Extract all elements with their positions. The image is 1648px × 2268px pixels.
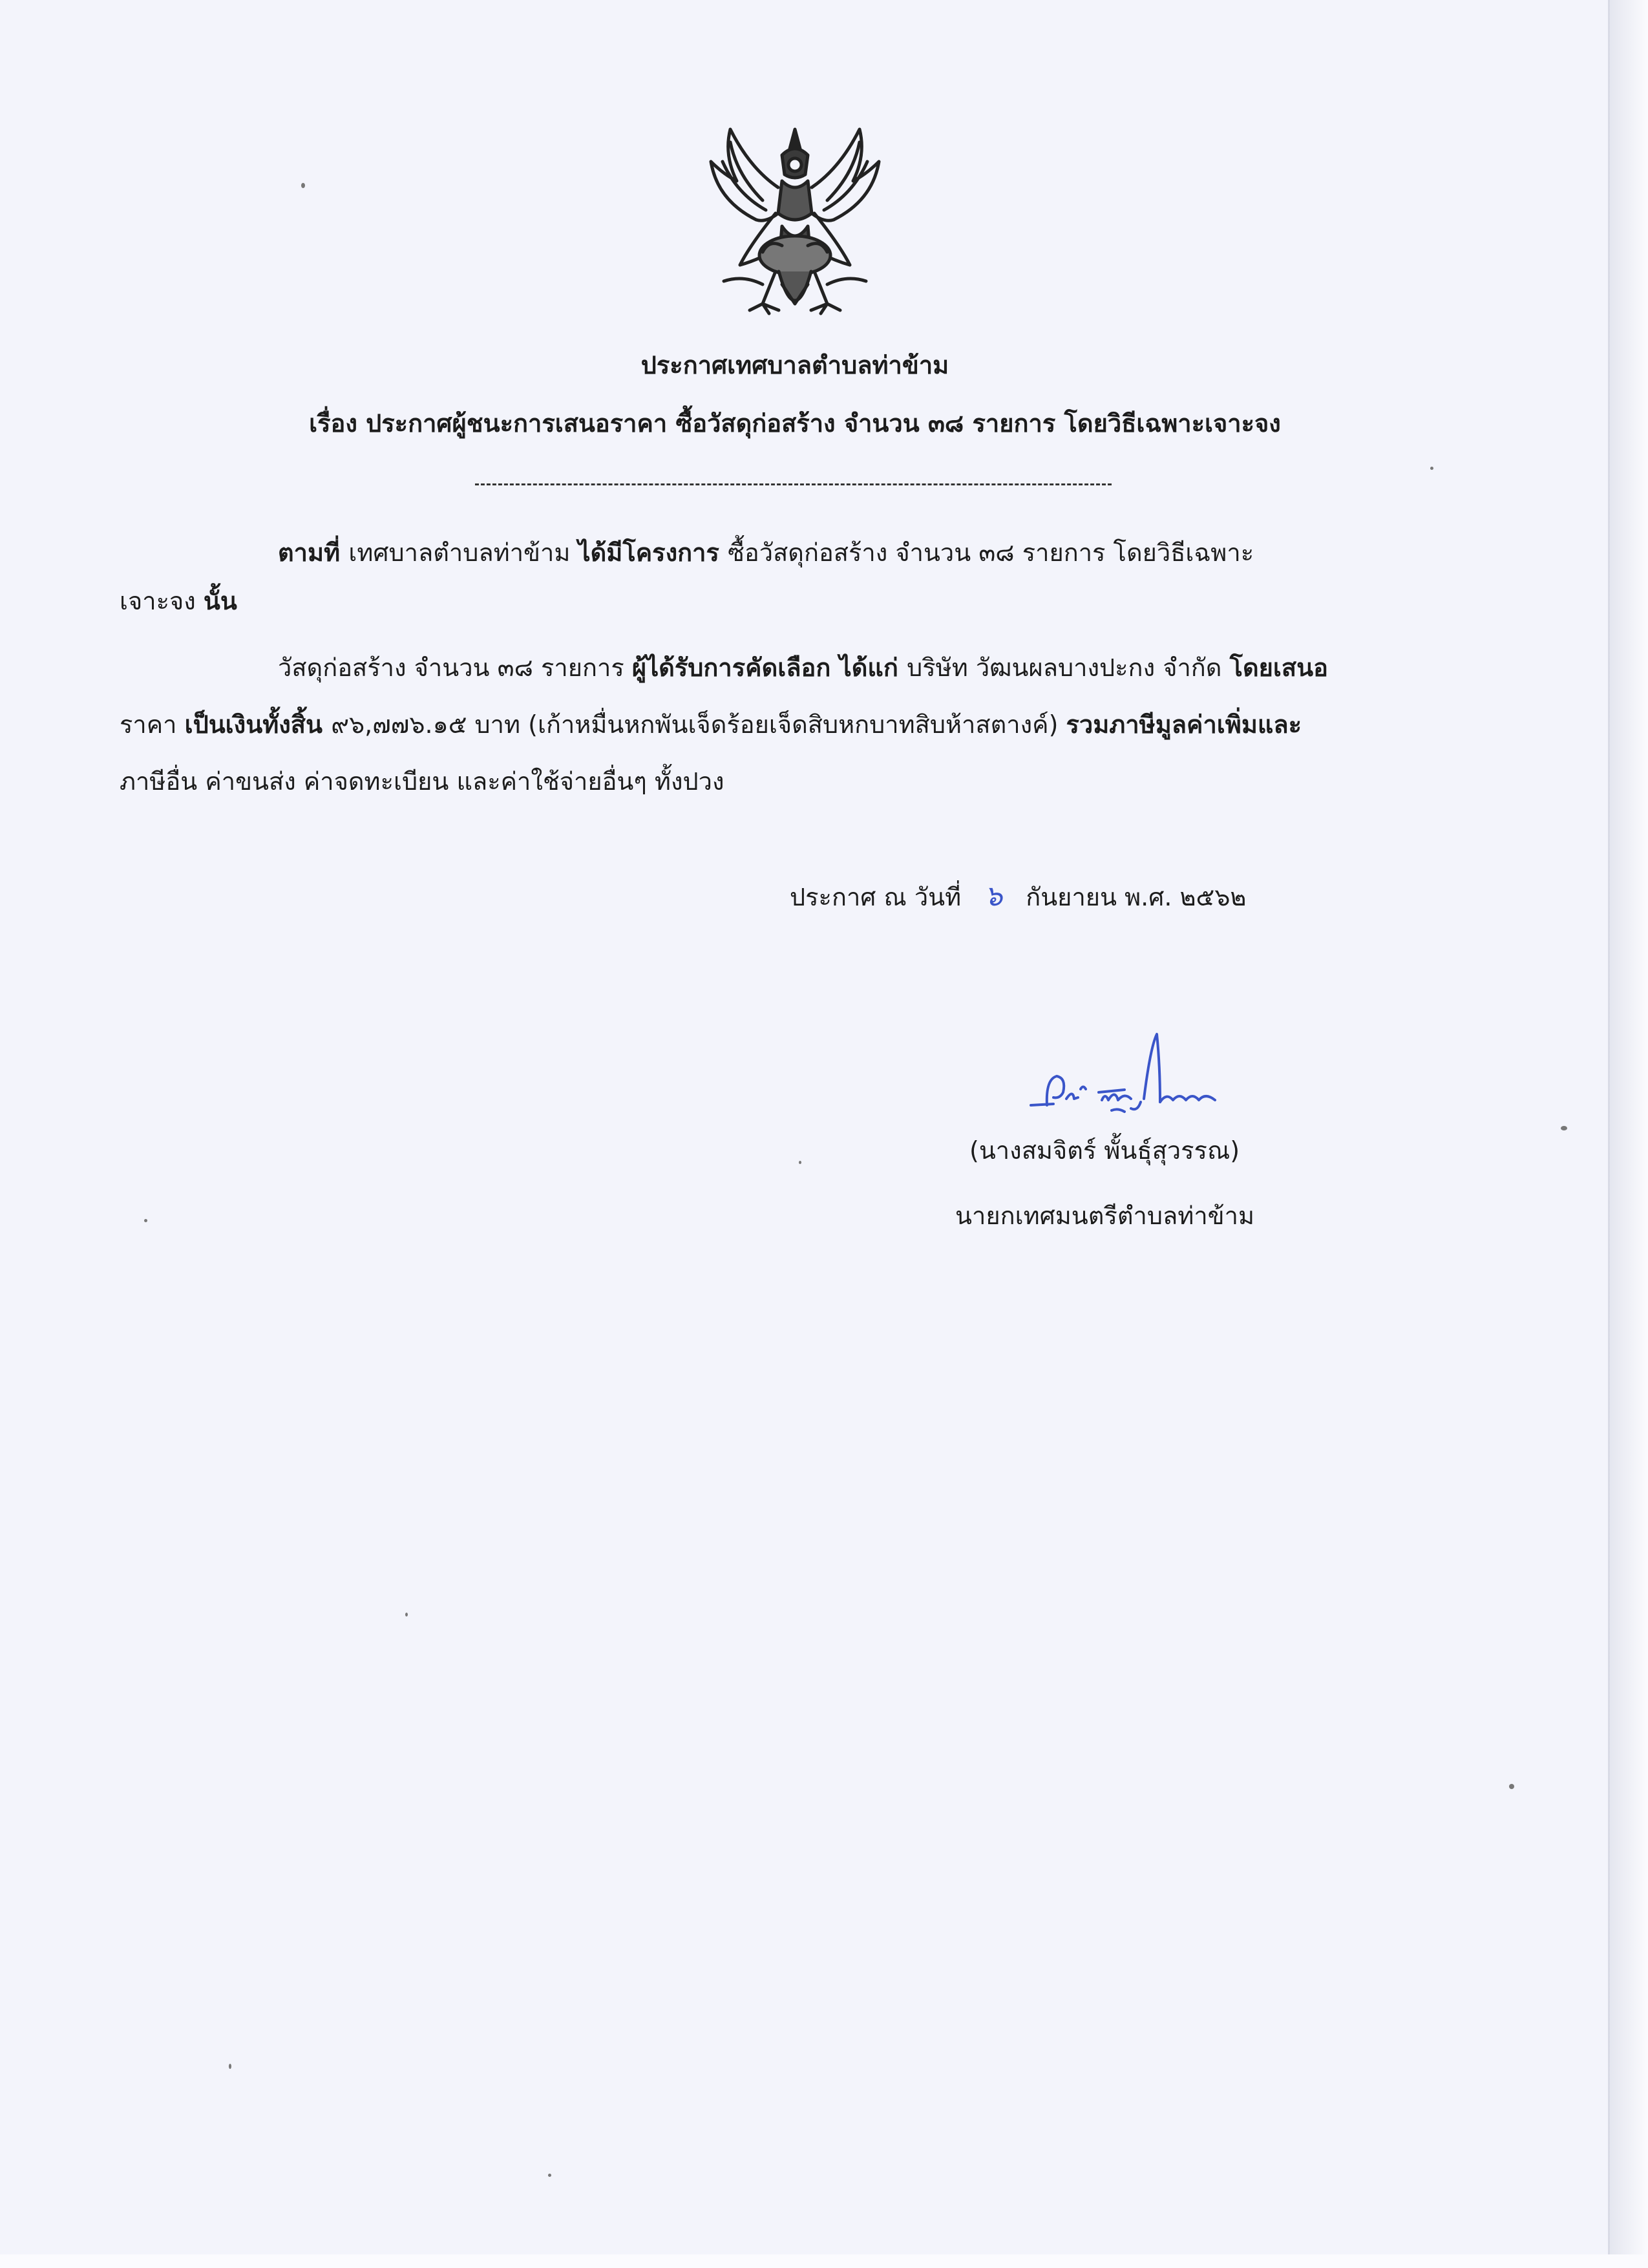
text-run: ผู้ได้รับการคัดเลือก ได้แก่ [631, 653, 907, 682]
dashed-divider [475, 483, 1112, 485]
paragraph-1-line-2 [120, 578, 237, 624]
paragraph-2-line-3: ภาษีอื่น ค่าขนส่ง ค่าจดทะเบียน และค่าใช้จ่ายอื่นๆ ทั้งปวง [120, 767, 724, 796]
scan-speck [229, 2064, 231, 2069]
text-run: ตามที่ [278, 538, 349, 567]
text-run: รวมภาษีมูลค่าเพิ่มและ [1066, 710, 1302, 739]
text-run: ราคา [120, 710, 185, 739]
document-title: ประกาศเทศบาลตำบลท่าข้าม [640, 351, 949, 379]
text-run: โดยเสนอ [1229, 653, 1328, 682]
document-subject: เรื่อง ประกาศผู้ชนะการเสนอราคา ซื้อวัสดุก่อสร้าง จำนวน ๓๘ รายการ โดยวิธีเฉพาะเจาะจง [309, 409, 1281, 438]
signatory-name: (นางสมจิตร์ พั้นธุ์สุวรรณ) [969, 1136, 1240, 1165]
garuda-emblem-icon [685, 116, 905, 336]
text-run: วัสดุก่อสร้าง จำนวน ๓๘ รายการ [278, 653, 632, 682]
scan-speck [799, 1161, 801, 1164]
scan-speck [1561, 1126, 1567, 1130]
scan-speck [144, 1219, 147, 1222]
announcement-date [790, 874, 1246, 920]
scan-speck [1430, 467, 1433, 470]
scan-edge-bottom [0, 2254, 1648, 2268]
date-prefix: ประกาศ ณ วันที่ [790, 883, 962, 911]
scan-speck [301, 183, 305, 188]
paragraph-2-line-2 [120, 702, 1302, 747]
text-run: ๙๖,๗๗๖.๑๕ บาท (เก้าหมื่นหกพันเจ็ดร้อยเจ็ดสิบหกบาทสิบห้าสตางค์) [331, 710, 1066, 739]
signatory-position: นายกเทศมนตรีตำบลท่าข้าม [955, 1202, 1255, 1230]
text-run: เทศบาลตำบลท่าข้าม [348, 538, 578, 567]
text-run: บริษัท วัฒนผลบางปะกง จำกัด [907, 653, 1230, 682]
date-day-handwritten: ๖ [984, 880, 1003, 913]
text-run: ได้มีโครงการ [578, 538, 728, 567]
text-run: เจาะจง [120, 587, 204, 615]
text-run: นั้น [203, 587, 237, 615]
scan-speck [1509, 1784, 1514, 1789]
date-month-year: กันยายน พ.ศ. ๒๕๖๒ [1026, 883, 1247, 911]
text-run: ซื้อวัสดุก่อสร้าง จำนวน ๓๘ รายการ โดยวิธีเฉพาะ [728, 538, 1254, 567]
paragraph-1-line-1 [278, 530, 1254, 575]
scan-speck [548, 2174, 551, 2177]
handwritten-signature-icon [1028, 1028, 1234, 1125]
scan-speck [405, 1613, 408, 1616]
text-run: เป็นเงินทั้งสิ้น [184, 710, 332, 739]
paragraph-2-line-1 [278, 645, 1328, 690]
scan-edge-right [1609, 0, 1648, 2268]
scan-edge-line [1608, 0, 1610, 2268]
